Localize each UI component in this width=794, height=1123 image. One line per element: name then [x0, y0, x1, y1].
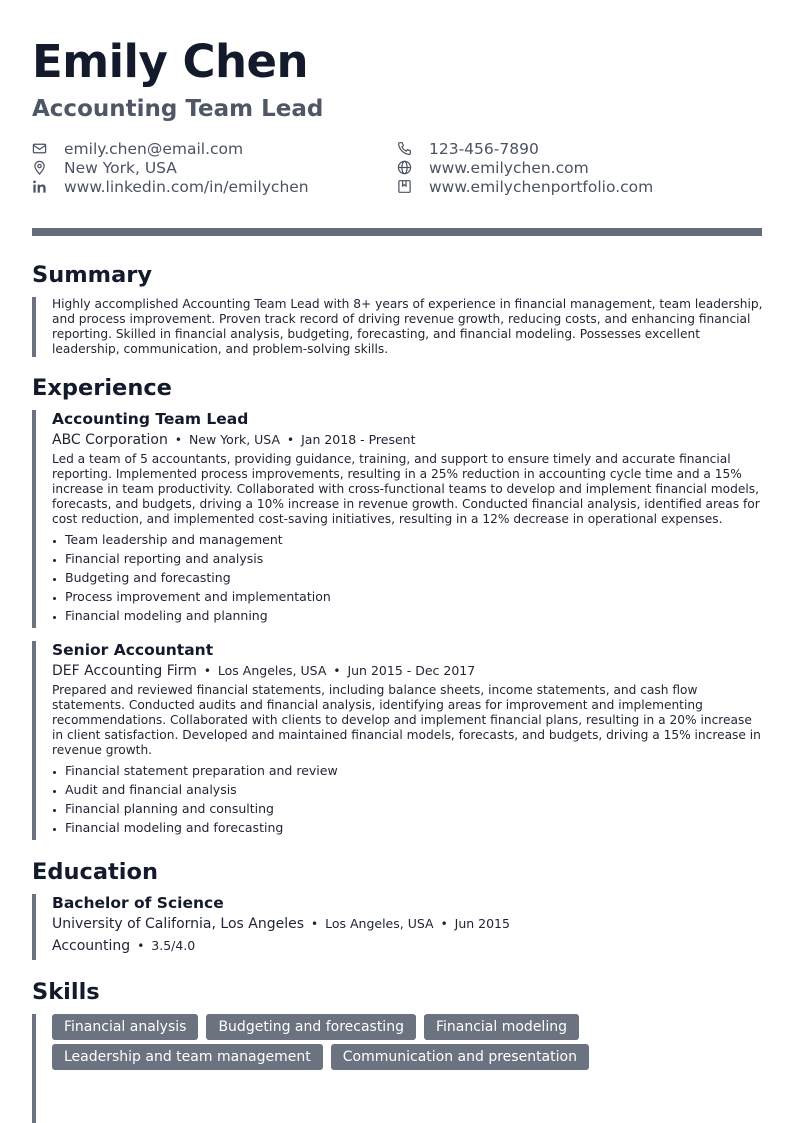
separator-dot: •	[440, 917, 448, 931]
contact-location	[32, 158, 372, 177]
job-meta	[52, 661, 764, 683]
job-entry	[52, 409, 764, 625]
skill-chip: Budgeting and forecasting	[206, 1014, 416, 1040]
job-description: Led a team of 5 accountants, providing guidance, training, and support to ensure timely and accurate financial reporting. Implemented process improvements, resulting in a 25% reduction in accounting cycle time and a 15% increase in team productivity. Collaborated with cross-functional teams to develop and implement financial models, forecasts, and budgets, driving a 10% increase in revenue growth. Conducted financial analysis, identified areas for cost reduction, and implemented cost-saving initiatives, resulting in a 12% decrease in operational expenses.	[52, 452, 760, 526]
job-title: Accounting Team Lead	[52, 410, 249, 428]
list-item: Financial modeling and planning	[52, 606, 764, 625]
job-1-accent-bar	[32, 410, 36, 628]
job-dates: Jan 2018 - Present	[301, 432, 416, 447]
education-heading: Education	[32, 859, 158, 885]
list-item: Process improvement and implementation	[52, 587, 764, 606]
separator-dot: •	[311, 917, 319, 931]
school-location: Los Angeles, USA	[325, 916, 434, 931]
header-divider	[32, 228, 762, 236]
separator-dot: •	[203, 664, 211, 678]
job-dates: Jun 2015 - Dec 2017	[347, 663, 476, 678]
linkedin-icon	[32, 179, 47, 194]
list-item: Financial planning and consulting	[52, 799, 764, 818]
contact-list-left	[32, 139, 372, 196]
job-entry	[52, 640, 764, 837]
skills-heading: Skills	[32, 979, 100, 1005]
contact-email[interactable]	[32, 139, 372, 158]
contact-email-text: emily.chen@email.com	[64, 139, 244, 158]
contact-location-text: New York, USA	[64, 158, 177, 177]
skills-section	[52, 1014, 764, 1074]
job-company: DEF Accounting Firm	[52, 663, 197, 679]
list-item: Financial reporting and analysis	[52, 549, 764, 568]
list-item: Team leadership and management	[52, 530, 764, 549]
job-company: ABC Corporation	[52, 432, 168, 448]
list-item: Budgeting and forecasting	[52, 568, 764, 587]
job-location: New York, USA	[188, 432, 281, 447]
job-meta	[52, 430, 764, 452]
list-item: Financial modeling and forecasting	[52, 818, 764, 837]
portfolio-icon	[397, 179, 412, 194]
education-entry	[52, 893, 764, 958]
phone-icon	[397, 141, 412, 156]
education-field-row	[52, 936, 764, 958]
job-title: Senior Accountant	[52, 641, 214, 659]
location-pin-icon	[32, 160, 47, 175]
globe-icon	[397, 160, 412, 175]
contact-portfolio-text: www.emilychenportfolio.com	[429, 177, 654, 196]
mail-icon	[32, 141, 47, 156]
job-skills-list	[52, 761, 764, 837]
skill-chip: Leadership and team management	[52, 1044, 323, 1070]
candidate-name: Emily Chen	[32, 35, 309, 88]
graduation-date: Jun 2015	[454, 916, 510, 931]
list-item: Audit and financial analysis	[52, 780, 764, 799]
separator-dot: •	[333, 664, 341, 678]
experience-heading: Experience	[32, 375, 172, 401]
summary-section	[52, 297, 764, 357]
field-of-study: Accounting	[52, 938, 131, 954]
contact-list-right	[397, 139, 737, 196]
summary-text: Highly accomplished Accounting Team Lead with 8+ years of experience in financial management, team leadership, and process improvement. Proven track record of driving revenue growth, reducing costs, and enhancing financial reporting. Skilled in financial analysis, budgeting, forecasting, and financial modeling. Possesses excellent leadership, communication, and problem-solving skills.	[52, 297, 763, 356]
skills-accent-bar	[32, 1014, 36, 1123]
job-skills-list	[52, 530, 764, 625]
contact-website[interactable]	[397, 158, 737, 177]
school-name: University of California, Los Angeles	[52, 916, 305, 932]
contact-phone[interactable]	[397, 139, 737, 158]
contact-website-text: www.emilychen.com	[429, 158, 589, 177]
job-description: Prepared and reviewed financial statements, including balance sheets, income statements, and cash flow statements. Conducted audits and financial analysis, identifying areas for improvement and implementing recommendations. Collaborated with clients to develop and implement financial plans, resulting in a 20% increase in client satisfaction. Developed and maintained financial models, forecasts, and budgets, driving a 15% increase in revenue growth.	[52, 683, 761, 757]
separator-dot: •	[174, 433, 182, 447]
skill-chip: Financial analysis	[52, 1014, 198, 1040]
list-item: Financial statement preparation and review	[52, 761, 764, 780]
summary-heading: Summary	[32, 262, 153, 288]
education-accent-bar	[32, 894, 36, 960]
contact-portfolio[interactable]	[397, 177, 737, 196]
contact-phone-text: 123-456-7890	[429, 139, 539, 158]
contact-linkedin[interactable]	[32, 177, 372, 196]
job-location: Los Angeles, USA	[217, 663, 327, 678]
skill-chip: Financial modeling	[424, 1014, 579, 1040]
contact-linkedin-text: www.linkedin.com/in/emilychen	[64, 177, 309, 196]
skill-chip: Communication and presentation	[331, 1044, 589, 1070]
job-2-accent-bar	[32, 641, 36, 840]
separator-dot: •	[287, 433, 295, 447]
separator-dot: •	[137, 939, 145, 953]
education-meta	[52, 914, 764, 936]
candidate-title: Accounting Team Lead	[32, 96, 324, 122]
gpa: 3.5/4.0	[151, 938, 196, 953]
degree-title: Bachelor of Science	[52, 894, 224, 912]
summary-accent-bar	[32, 297, 36, 357]
skills-chip-list	[52, 1014, 652, 1074]
